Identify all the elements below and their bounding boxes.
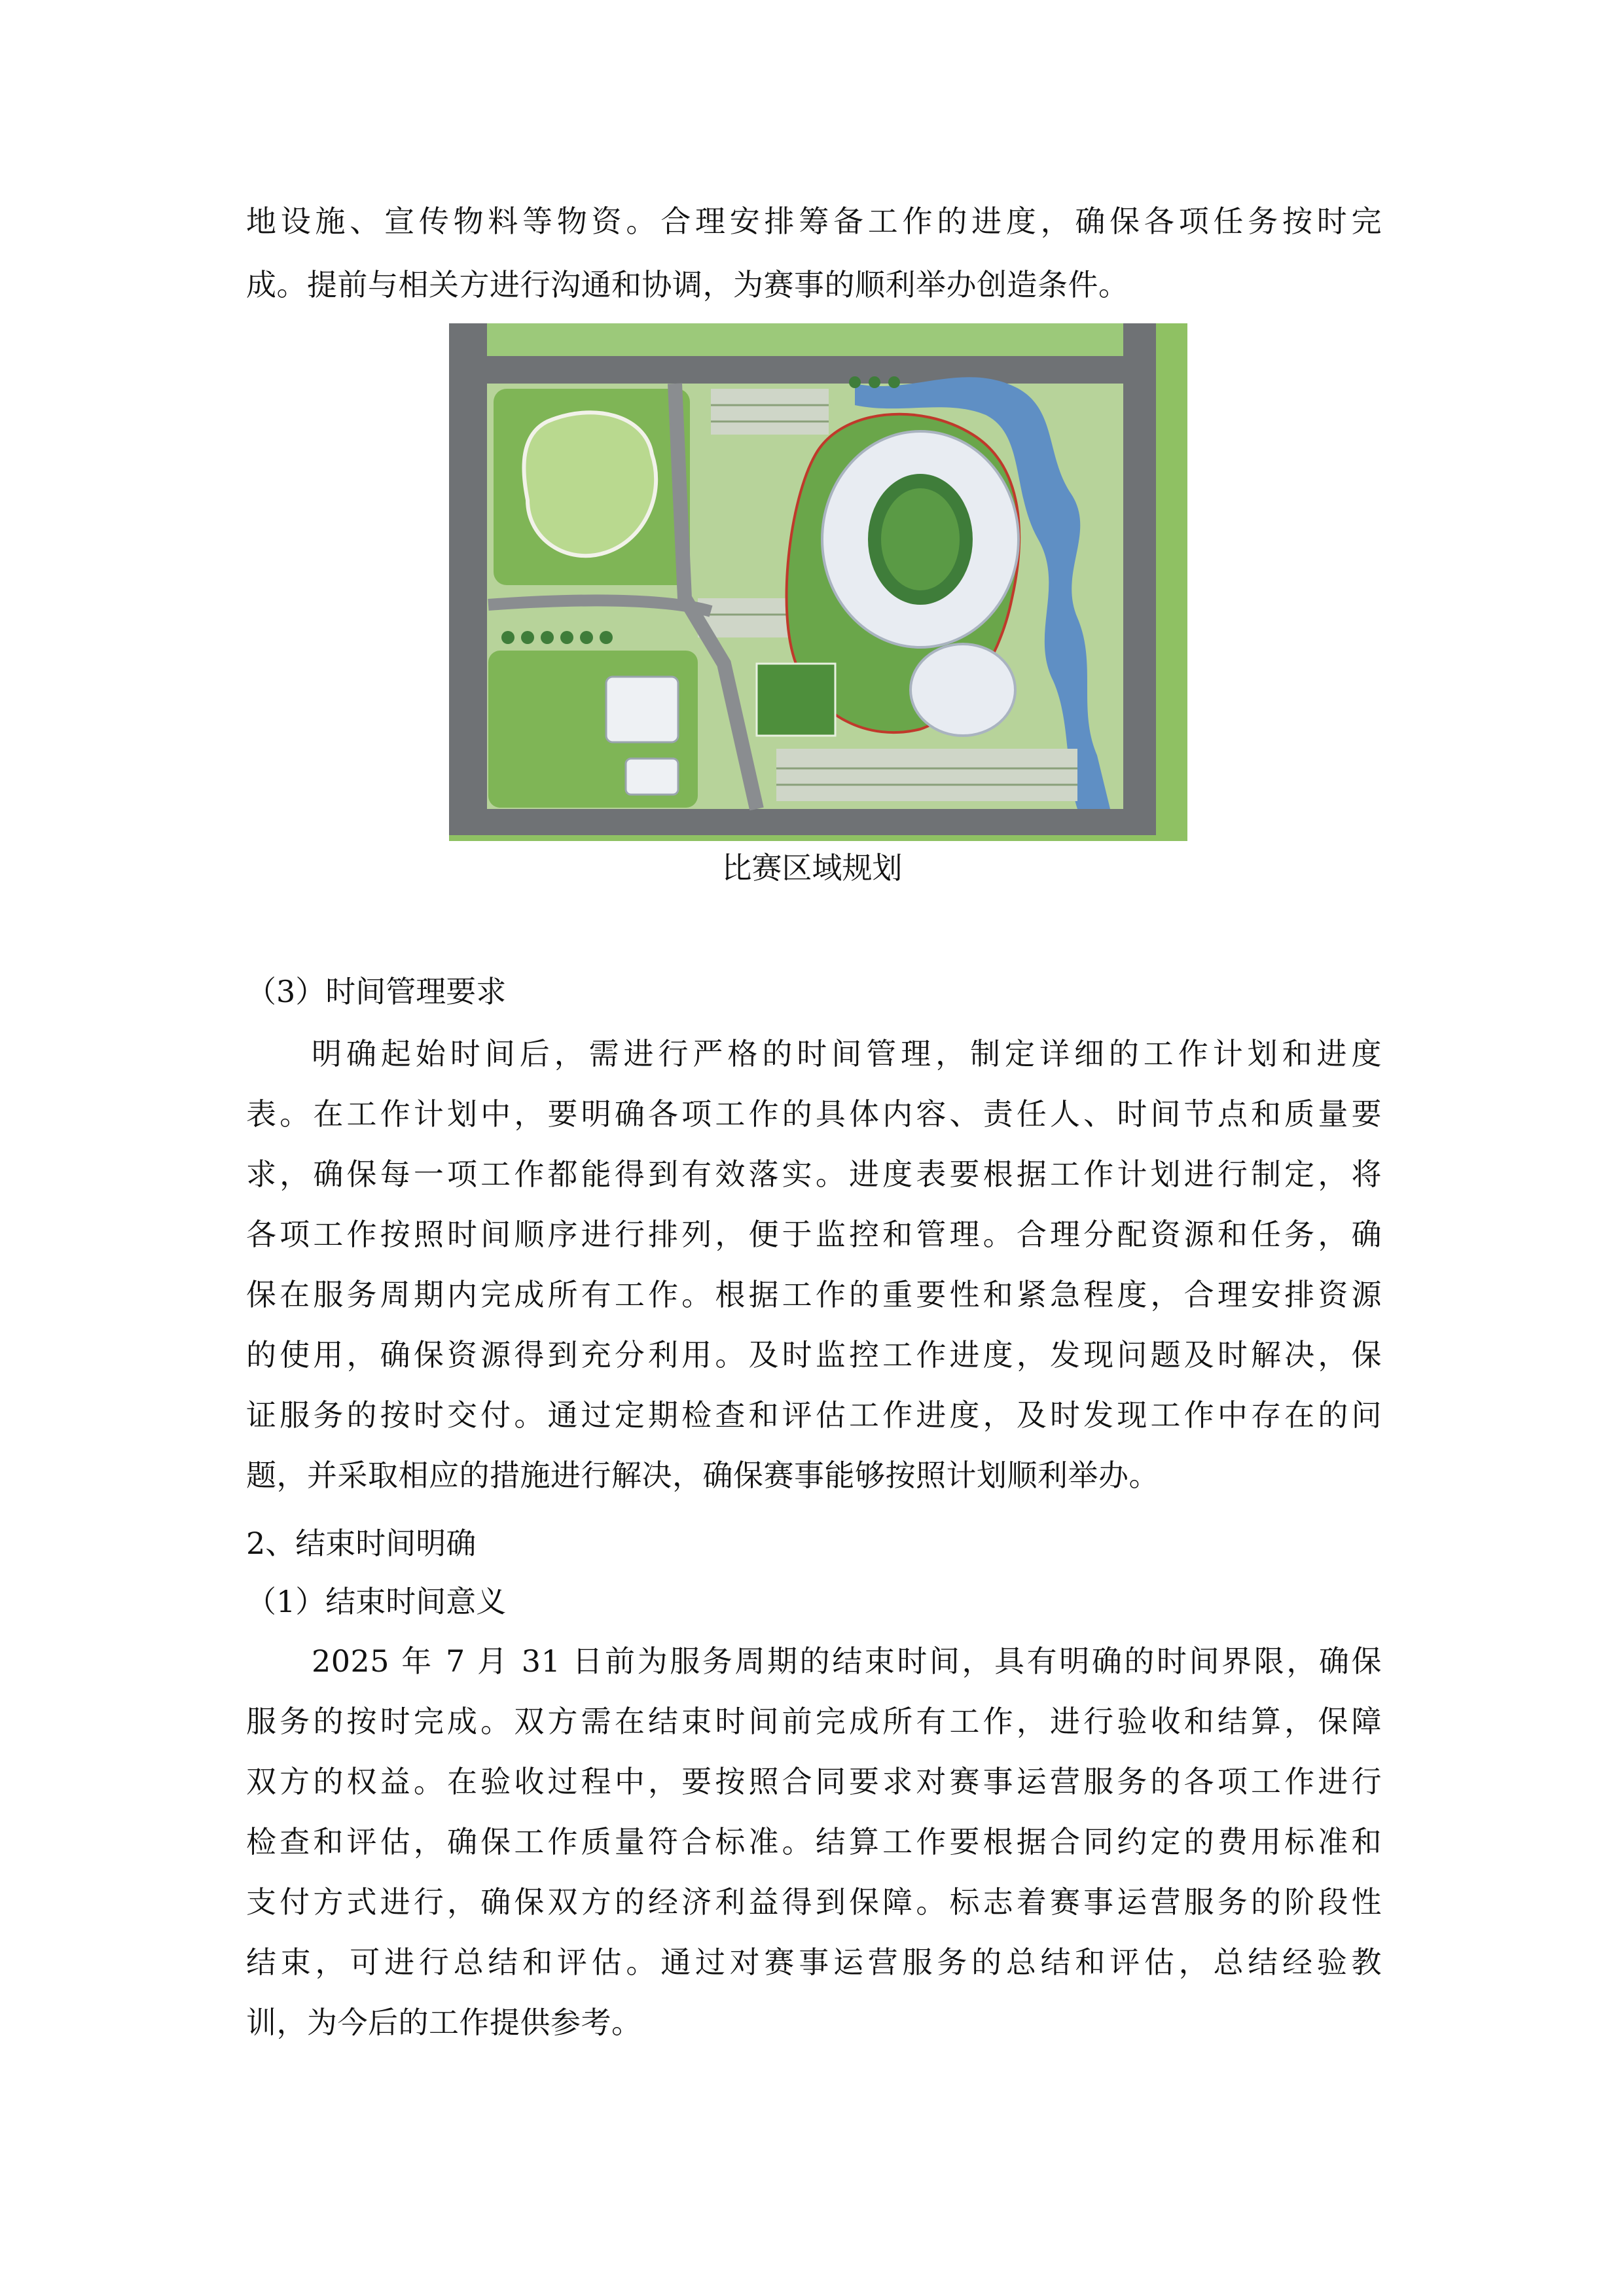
- section-heading: 2、结束时间明确: [246, 1526, 477, 1561]
- road-north: [449, 356, 1187, 384]
- road-south: [449, 809, 1187, 835]
- paragraph-line: 求，确保每一项工作都能得到有效落实。进度表要根据工作计划进行制定，将: [246, 1157, 1382, 1192]
- paragraph-line: 支付方式进行，确保双方的经济利益得到保障。标志着赛事运营服务的阶段性: [246, 1884, 1382, 1920]
- paragraph-line: 成。提前与相关方进行沟通和协调，为赛事的顺利举办创造条件。: [246, 267, 1129, 302]
- paragraph-line: 检查和评估，确保工作质量符合标准。结算工作要根据合同约定的费用标准和: [246, 1824, 1382, 1859]
- road-east: [1123, 323, 1156, 841]
- section-heading: （3）时间管理要求: [246, 974, 507, 1009]
- figure-caption: 比赛区域规划: [721, 850, 903, 886]
- paragraph-line: 的使用，确保资源得到充分利用。及时监控工作进度，发现问题及时解决，保: [246, 1337, 1382, 1372]
- paragraph-line: 证服务的按时交付。通过定期检查和评估工作进度，及时发现工作中存在的问: [246, 1397, 1382, 1433]
- paragraph-line: 各项工作按照时间顺序进行排列，便于监控和管理。合理分配资源和任务，确: [246, 1217, 1382, 1252]
- section-heading: （1）结束时间意义: [246, 1584, 507, 1619]
- venue-training: [626, 759, 678, 795]
- paragraph-line: 结束，可进行总结和评估。通过对赛事运营服务的总结和评估，总结经验教: [246, 1945, 1382, 1980]
- paragraph-line: 2025 年 7 月 31 日前为服务周期的结束时间，具有明确的时间界限，确保: [312, 1643, 1382, 1679]
- paragraph-line: 地设施、宣传物料等物资。合理安排筹备工作的进度，确保各项任务按时完: [246, 204, 1382, 239]
- paragraph-line: 保在服务周期内完成所有工作。根据工作的重要性和紧急程度，合理安排资源: [246, 1277, 1382, 1312]
- fitness-hall: [911, 644, 1015, 736]
- paragraph-line: 双方的权益。在验收过程中，要按照合同要求对赛事运营服务的各项工作进行: [246, 1764, 1382, 1799]
- venue-table-tennis: [606, 677, 678, 742]
- site-plan-image: [449, 323, 1187, 841]
- site-plan-figure: [449, 323, 1187, 841]
- paragraph-line: 服务的按时完成。双方需在结束时间前完成所有工作，进行验收和结算，保障: [246, 1704, 1382, 1739]
- paragraph-line: 训，为今后的工作提供参考。: [246, 2005, 642, 2040]
- road-west: [449, 323, 487, 841]
- sports-field: [757, 664, 835, 736]
- paragraph-line: 表。在工作计划中，要明确各项工作的具体内容、责任人、时间节点和质量要: [246, 1096, 1382, 1132]
- paragraph-line: 题，并采取相应的措施进行解决，确保赛事能够按照计划顺利举办。: [246, 1458, 1159, 1493]
- paragraph-line: 明确起始时间后，需进行严格的时间管理，制定详细的工作计划和进度: [312, 1036, 1382, 1071]
